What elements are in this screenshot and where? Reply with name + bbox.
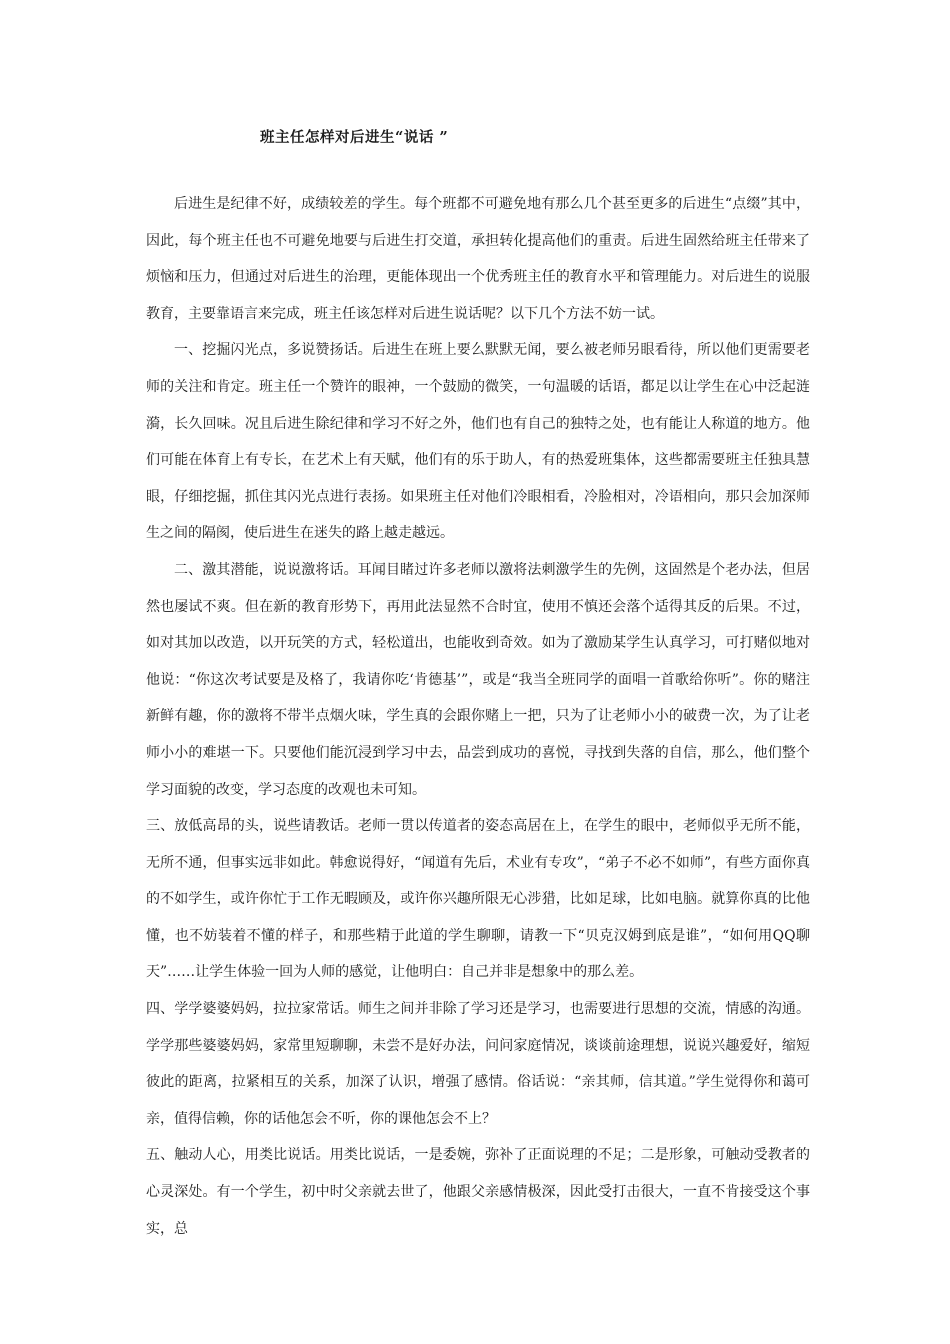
paragraph-method-3: 三、放低高昂的头，说些请教话。老师一贯以传道者的姿态高居在上，在学生的眼中，老师似乎无所不能，无所不通，但事实远非如此。韩愈说得好，“闻道有先后，术业有专攻”，“弟子不必不如师”，有些方面你真的不如学生，或许你忙于工作无暇顾及，或许你兴趣所限无心涉猎，比如足球，比如电脑。就算你真的比他懂，也不妨装着不懂的样子，和那些精于此道的学生聊聊，请教一下“贝克汉姆到底是谁”，“如何用QQ聊天”……让学生体验一回为人师的感觉，让他明白：自己并非是想象中的那么差。 xyxy=(146,818,810,981)
paragraph-intro: 后进生是纪律不好，成绩较差的学生。每个班都不可避免地有那么几个甚至更多的后进生“点缀”其中，因此，每个班主任也不可避免地要与后进生打交道，承担转化提高他们的重责。后进生固然给班主任带来了烦恼和压力，但通过对后进生的治理，更能体现出一个优秀班主任的教育水平和管理能力。对后进生的说服教育，主要靠语言来完成，班主任该怎样对后进生说话呢？以下几个方法不妨一试。 xyxy=(146,196,810,322)
paragraph-method-5: 五、触动人心，用类比说话。用类比说话，一是委婉，弥补了正面说理的不足；二是形象，可触动受教者的心灵深处。有一个学生，初中时父亲就去世了，他跟父亲感情极深，因此受打击很大，一直不肯接受这个事实，总 xyxy=(146,1147,810,1237)
document-title: 班主任怎样对后进生“说话 ” xyxy=(260,129,449,146)
paragraph-method-1: 一、挖掘闪光点，多说赞扬话。后进生在班上要么默默无闻，要么被老师另眼看待，所以他们更需要老师的关注和肯定。班主任一个赞许的眼神，一个鼓励的微笑，一句温暖的话语，都足以让学生在心中泛起涟漪，长久回味。况且后进生除纪律和学习不好之外，他们也有自己的独特之处，也有能让人称道的地方。他们可能在体育上有专长，在艺术上有天赋，他们有的乐于助人，有的热爱班集体，这些都需要班主任独具慧眼，仔细挖掘，抓住其闪光点进行表扬。如果班主任对他们冷眼相看，冷脸相对，冷语相向，那只会加深师生之间的隔阂，使后进生在迷失的路上越走越远。 xyxy=(146,342,810,542)
paragraph-method-2: 二、激其潜能，说说激将话。耳闻目睹过许多老师以激将法刺激学生的先例，这固然是个老办法，但居然也屡试不爽。但在新的教育形势下，再用此法显然不合时宜，使用不慎还会落个适得其反的后果。不过，如对其加以改造，以开玩笑的方式，轻松道出，也能收到奇效。如为了激励某学生认真学习，可打赌似地对他说：“你这次考试要是及格了，我请你吃‘肯德基’”，或是“我当全班同学的面唱一首歌给你听”。你的赌注新鲜有趣，你的激将不带半点烟火味，学生真的会跟你赌上一把，只为了让老师小小的破费一次，为了让老师小小的难堪一下。只要他们能沉浸到学习中去，品尝到成功的喜悦，寻找到失落的自信，那么，他们整个学习面貌的改变，学习态度的改观也未可知。 xyxy=(146,561,810,798)
document-body xyxy=(146,186,810,1247)
paragraph-method-4: 四、学学婆婆妈妈，拉拉家常话。师生之间并非除了学习还是学习，也需要进行思想的交流，情感的沟通。学学那些婆婆妈妈，家常里短聊聊，未尝不是好办法，问问家庭情况，谈谈前途理想，说说兴趣爱好，缩短彼此的距离，拉紧相互的关系，加深了认识，增强了感情。俗话说：“亲其师，信其道。”学生觉得你和蔼可亲，值得信赖，你的话他怎会不听，你的课他怎会不上？ xyxy=(146,1001,810,1127)
